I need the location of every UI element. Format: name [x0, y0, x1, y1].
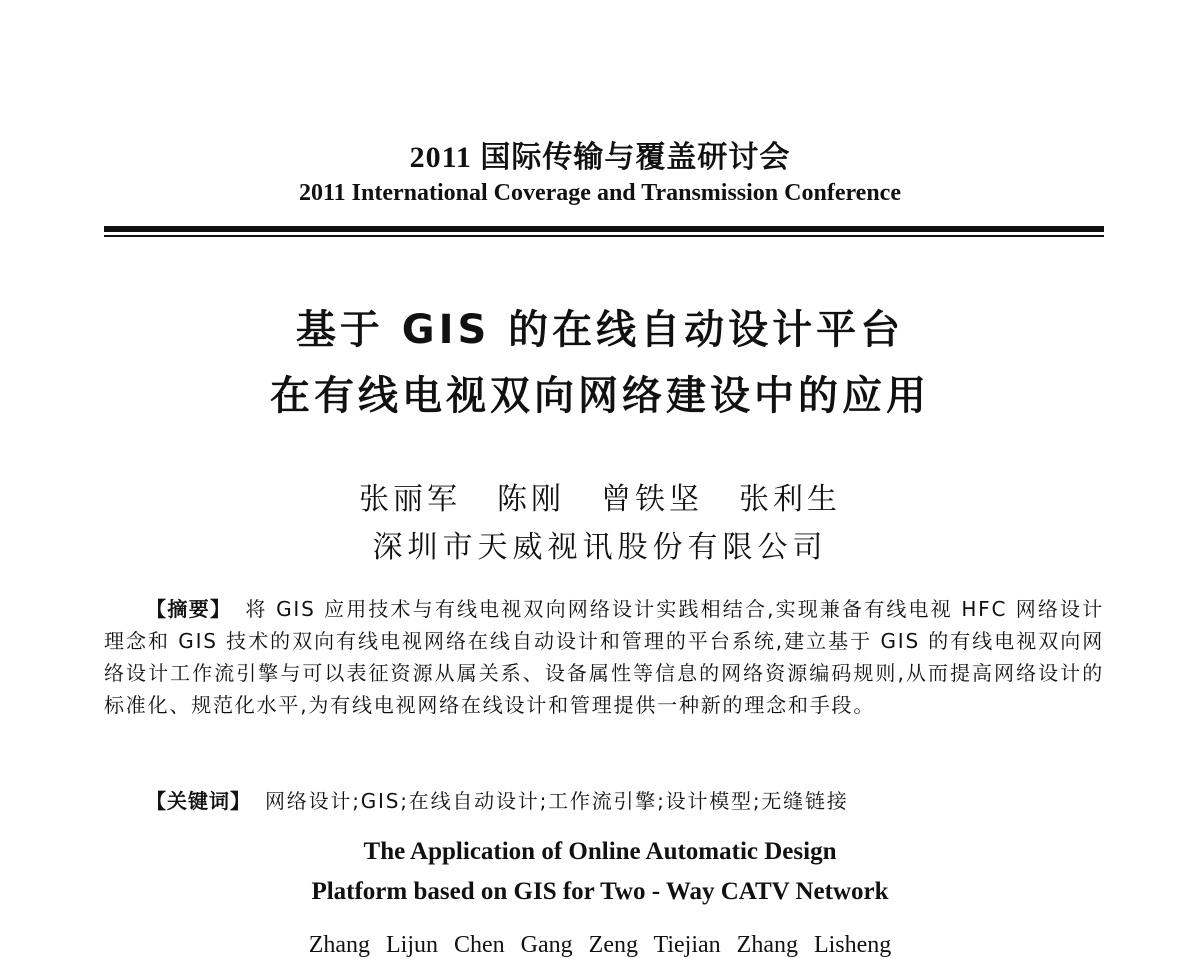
conference-title-zh: 2011 国际传输与覆盖研讨会	[409, 141, 791, 174]
english-title-line-1: The Application of Online Automatic Design	[363, 838, 837, 865]
paper-title-line-2: 在有线电视双向网络建设中的应用	[270, 373, 930, 419]
abstract-label: 【摘要】	[146, 597, 232, 621]
author-list	[0, 474, 1200, 518]
header-rule-thick	[104, 226, 1104, 232]
author-name: 张丽军	[359, 482, 461, 517]
conference-title-en: 2011 International Coverage and Transmission Conference	[298, 180, 901, 206]
header-rule-thin	[104, 235, 1104, 237]
english-author-list: Zhang Lijun Chen Gang Zeng Tiejian Zhang Lisheng	[308, 932, 892, 958]
author-name: 张利生	[739, 482, 841, 517]
keywords-line	[104, 785, 1104, 817]
keywords-label: 【关键词】	[146, 789, 251, 813]
author-name: 陈刚	[497, 482, 565, 517]
author-name: 曾铁坚	[601, 482, 703, 517]
paper-title-line-1: 基于 GIS 的在线自动设计平台	[295, 307, 905, 353]
english-title-line-2: Platform based on GIS for Two - Way CATV Network	[311, 878, 889, 905]
affiliation: 深圳市天威视讯股份有限公司	[372, 530, 828, 565]
abstract-text: 将 GIS 应用技术与有线电视双向网络设计实践相结合,实现兼备有线电视 HFC 网络设计理念和 GIS 技术的双向有线电视网络在线自动设计和管理的平台系统,建立基于 GIS 的有线电视双向网络设计工作流引擎与可以表征资源从属关系、设备属性等信息的网络资源编码规则,从而提高网络设计的标准化、规范化水平,为有线电视网络在线设计和管理提供一种新的理念和手段。	[104, 597, 1104, 717]
abstract-paragraph	[104, 593, 1104, 721]
keywords-text: 网络设计;GIS;在线自动设计;工作流引擎;设计模型;无缝链接	[265, 789, 849, 813]
